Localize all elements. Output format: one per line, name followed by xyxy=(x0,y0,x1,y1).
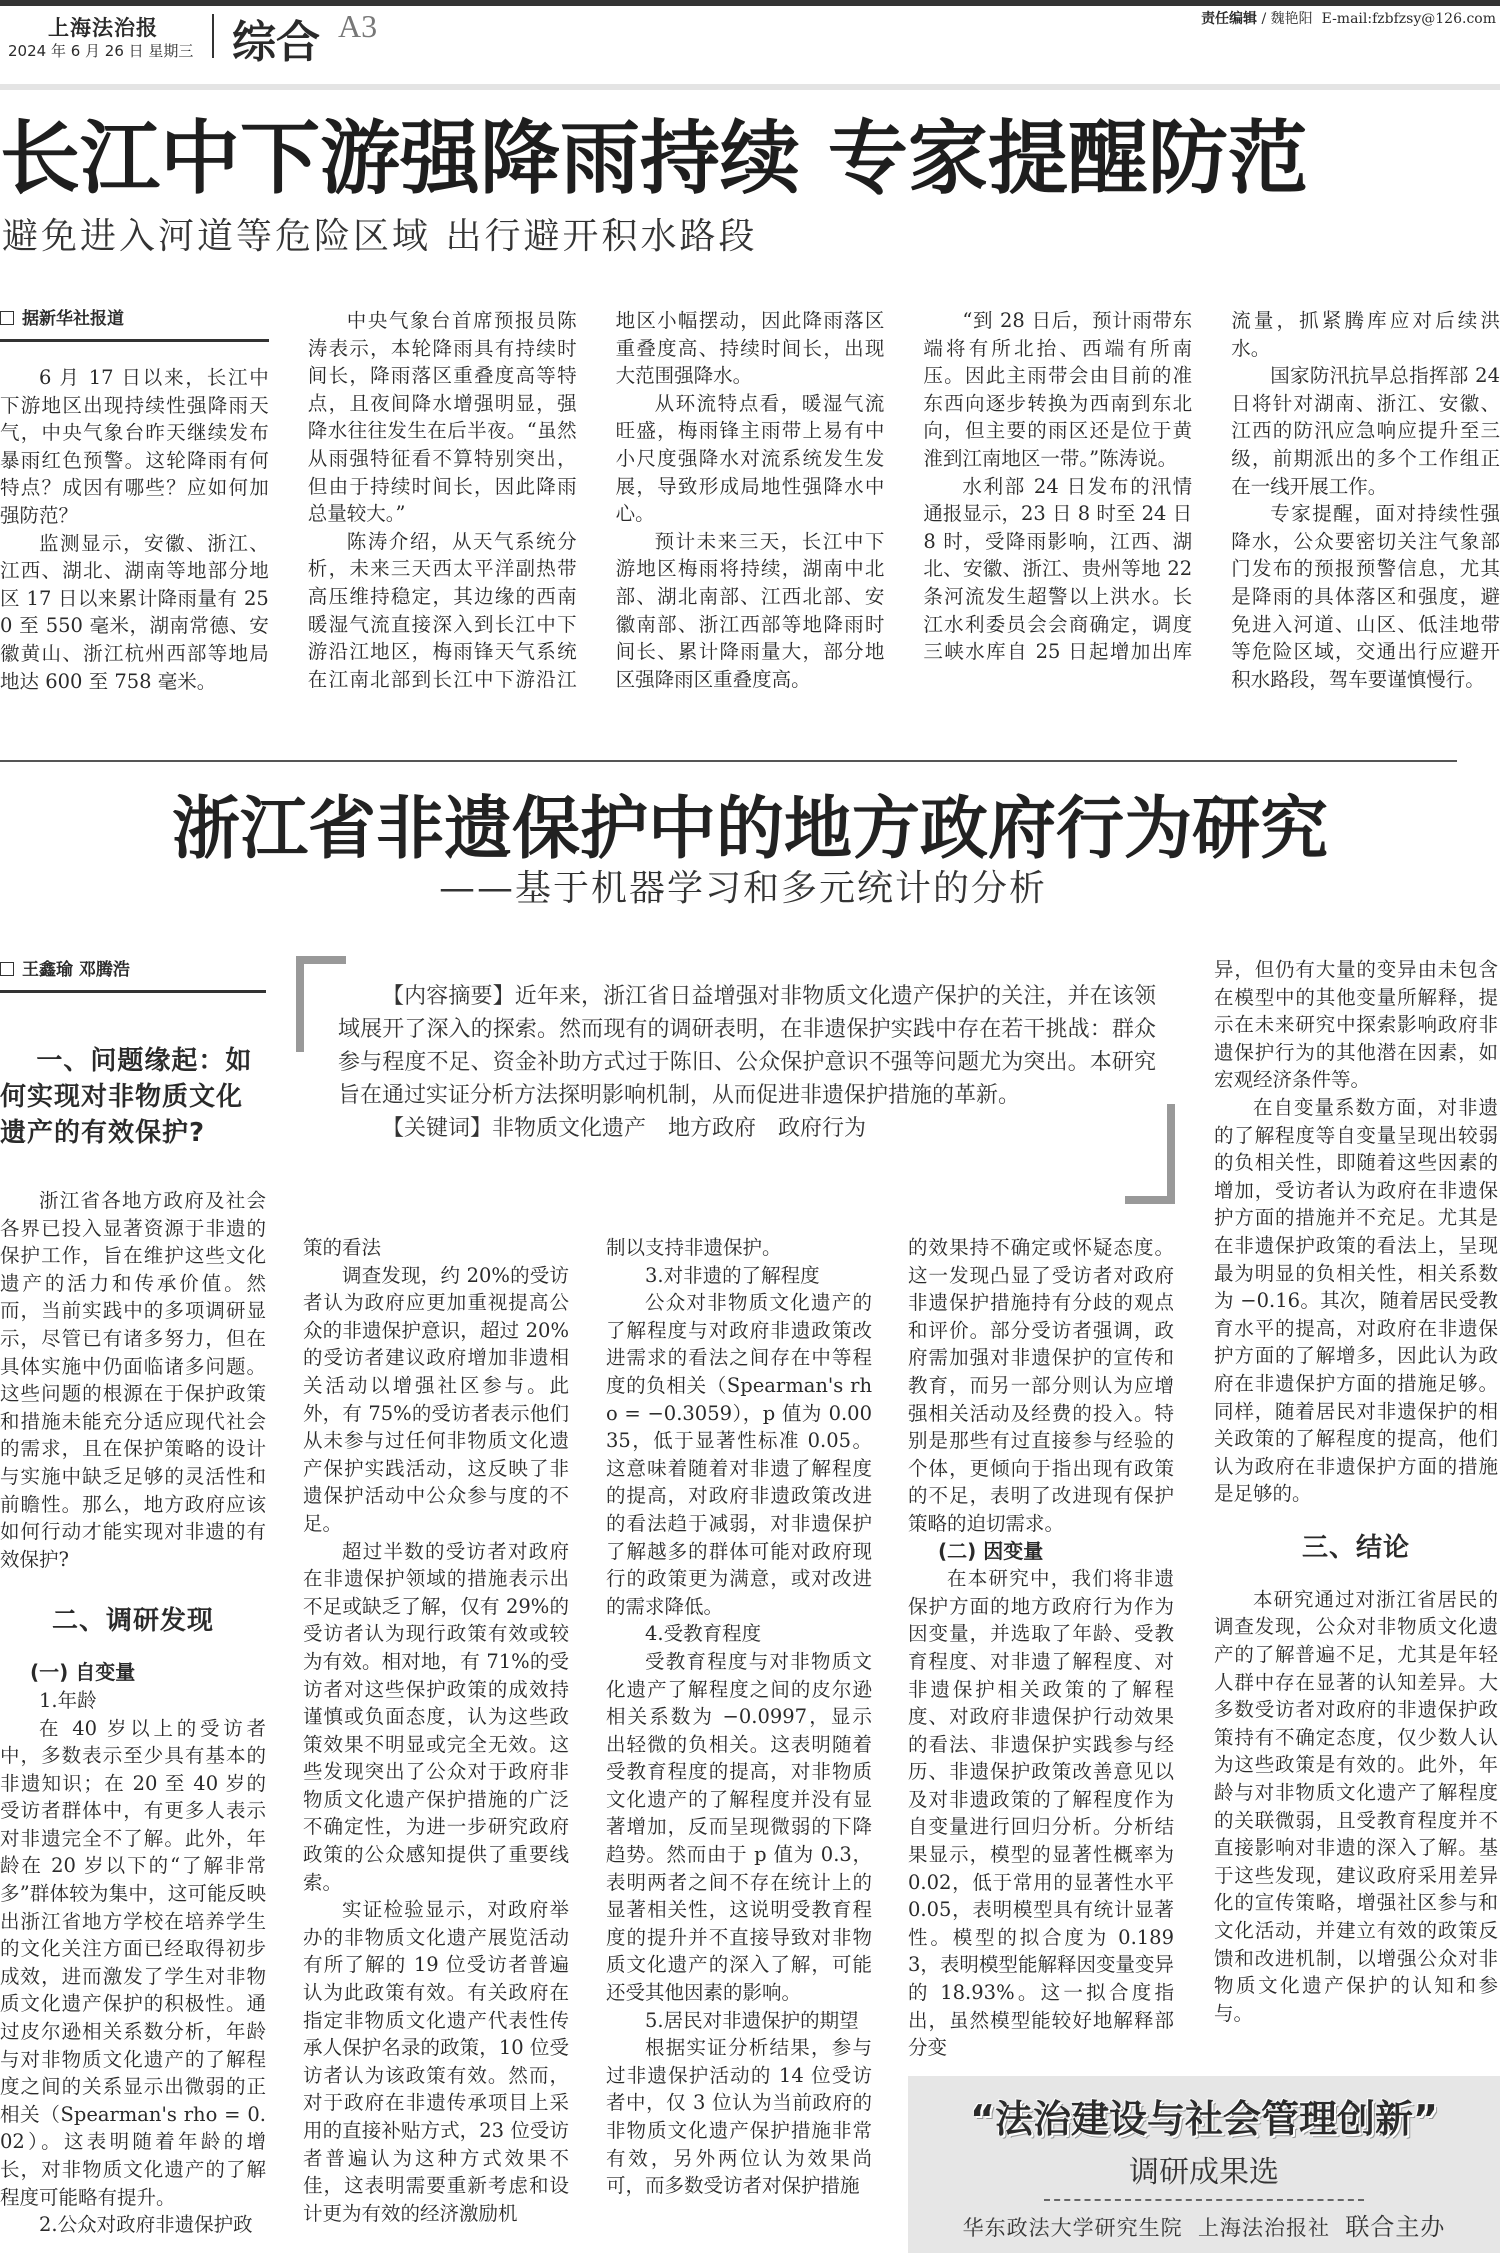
top-bar xyxy=(0,0,1500,6)
paragraph: 在本研究中，我们将非遗保护方面的地方政府行为作为因变量，并选取了年龄、受教育程度、对非遗了解程度、对非遗保护相关政策的了解程度、对政府非遗保护行动效果的看法、非遗保护实践参与经历、非遗保护政策改善意见以及对非遗政策的了解程度作为自变量进行回归分析。分析结果显示，模型的显著性概率为 0.02，低于常用的显著性水平 0.05，表明模型具有统计显著性。模型的拟合度为 0.1893，表明模型能解释因变量变异的 18.93%。这一拟合度指出，虽然模型能较好地解释部分变 xyxy=(908,1567,1174,2060)
editor-info xyxy=(1201,8,1496,28)
item-heading: 1.年龄 xyxy=(39,1688,97,1712)
bracket-top-left xyxy=(296,956,346,964)
item-heading: 3.对非遗的了解程度 xyxy=(645,1263,820,1287)
square-icon xyxy=(0,311,14,325)
paragraph: 监测显示，安徽、浙江、江西、湖北、湖南等地部分地区 17 日以来累计降雨量有 250 至 550 毫米，湖南常德、安徽黄山、浙江杭州西部等地局地达 600 至 758 毫米。 xyxy=(0,531,269,693)
paragraph: 实证检验显示，对政府举办的非物质文化遗产展览活动有所了解的 19 位受访者普遍认为此政策有效。有关政府在指定非物质文化遗产代表性传承人保护名录的政策，10 位受访者认为该政策有效。然而，对于政府在非遗传承项目上采用的直接补贴方式，23 位受访者普遍认为这种方式效果不佳，这表明需要重新考虑和设计更为有效的经济激励机 xyxy=(303,1898,569,2225)
editor-email: E-mail:fzbfzsy@126.com xyxy=(1321,11,1496,27)
article2-column-3 xyxy=(606,1234,872,2200)
paragraph: 本研究通过对浙江省居民的调查发现，公众对非物质文化遗产的了解普遍不足，尤其是年轻人群中存在显著的认知差异。大多数受访者对政府的非遗保护政策持有不确定态度，仅少数人认为这些政策是有效的。此外，年龄与对非物质文化遗产了解程度的关联微弱，且受教育程度并不直接影响对非遗的深入了解。基于这些发现，建议政府采用差异化的宣传策略，增强社区参与和文化活动，并建立有效的政策反馈和改进机制，以增强公众对非物质文化遗产保护的认知和参与。 xyxy=(1214,1587,1498,2025)
paragraph: 根据实证分析结果，参与过非遗保护活动的 14 位受访者中，仅 3 位认为当前政府的非物质文化遗产保护措施非常有效，另外两位认为效果尚可，而多数受访者对保护措施 xyxy=(606,2036,872,2198)
byline-text: 据新华社报道 xyxy=(22,309,124,329)
paragraph: 在 40 岁以上的受访者中，多数表示至少具有基本的非遗知识；在 20 至 40 岁的受访者群体中，有更多人表示对非遗完全不了解。此外，年龄在 20 岁以下的“了解非常多”群体较为集中，这可能反映出浙江省地方学校在培养学生的文化关注方面已经取得初步成效，进而激发了学生对非物质文化遗产保护的积极性。通过皮尔逊相关系数分析，年龄与对非物质文化遗产的了解程度之间的关系显示出微弱的正相关（Spearman's rho = 0.02）。这表明随着年龄的增长，对非物质文化遗产的了解程度可能略有提升。 xyxy=(0,1716,266,2209)
header-band xyxy=(0,84,1500,90)
paragraph: 在自变量系数方面，对非遗的了解程度等自变量呈现出较弱的负相关性，即随着这些因素的增加，受访者认为政府在非遗保护方面的措施并不充足。尤其是在非遗保护政策的看法上，呈现最为明显的负相关性，相关系数为 −0.16。其次，随着居民受教育水平的提高，对政府在非遗保护方面的了解增多，因此认为政府在非遗保护方面的措施足够。同样，随着居民对非遗保护的相关政策的了解程度的提高，他们认为政府在非遗保护方面的措施是足够的。 xyxy=(1214,1095,1498,1506)
abstract-body: 近年来，浙江省日益增强对非物质文化遗产保护的关注，并在该领域展开了深入的探索。然而现有的调研表明，在非遗保护实践中存在若干挑战：群众参与程度不足、资金补助方式过于陈旧、公众保护意识不强等问题尤为突出。本研究旨在通过实证分析方法探明影响机制，从而促进非遗保护措施的革新。 xyxy=(338,984,1156,1108)
editor-label: 责任编辑 xyxy=(1201,11,1258,27)
subheading-dependent-variable: (二) 因变量 xyxy=(938,1538,1044,1563)
paragraph: 浙江省各地方政府及社会各界已投入显著资源于非遗的保护工作，旨在维护这些文化遗产的活力和传承价值。然而，当前实践中的多项调研显示，尽管已有诸多努力，但在具体实施中仍面临诸多问题。这些问题的根源在于保护政策和措施未能充分适应现代社会的需求，且在保护策略的设计与实施中缺乏足够的灵活性和前瞻性。那么，地方政府应该如何行动才能实现对非遗的有效保护? xyxy=(0,1189,266,1571)
paragraph: 预计未来三天，长江中下游地区梅雨将持续，湖南中北部、湖北南部、江西北部、安徽南部、浙江西部等地降雨时间长、累计降雨量大，部分地区强降雨区重叠度高。 xyxy=(615,529,885,691)
article1-headline: 长江中下游强降雨持续 专家提醒防范 xyxy=(0,111,1308,205)
section-heading-1: 一、问题缘起：如何实现对非物质文化遗产的有效保护? xyxy=(0,1046,253,1148)
host-1: 华东政法大学研究生院 xyxy=(962,2216,1183,2240)
section-heading-2: 二、调研发现 xyxy=(51,1606,214,1637)
paragraph: 超过半数的受访者对政府在非遗保护领域的措施表示出不足或缺乏了解，仅有 29%的受访者认为现行政策有效或较为有效。相对地，有 71%的受访者对这些保护政策的成效持谨慎或负面态度，认为这些政策效果不明显或完全无效。这些发现突出了公众对于政府非物质文化遗产保护措施的广泛不确定性，为进一步研究政府政策的公众感知提供了重要线索。 xyxy=(303,1539,569,1894)
paragraph: 陈涛介绍，从天气系统分析，未来三天西太平洋副热带高压维持稳定，其边缘的西南暖湿气流直接深入到长江中下游沿江地区，梅雨锋天气系统在江南北部到长江中下游沿江地区小幅摆动，因此降雨落区重叠度高、持续时间长，出现大范围强降水。 xyxy=(307,309,885,691)
bracket-bottom-right xyxy=(1125,1196,1175,1204)
paragraph: 国家防汛抗旱总指挥部 24 日将针对湖南、浙江、安徽、江西的防汛应急响应提升至三级，前期派出的多个工作组正在一线开展工作。 xyxy=(1231,364,1500,498)
paragraph: 调查发现，约 20%的受访者认为政府应更加重视提高公众的非遗保护意识，超过 20%的受访者建议政府增加非遗相关活动以增强社区参与。此外，有 75%的受访者表示他们从未参与过任何非物质文化遗产保护实践活动，这反映了非遗保护活动中公众参与度的不足。 xyxy=(303,1263,569,1535)
article1-subheadline: 避免进入河道等危险区域 出行避开积水路段 xyxy=(2,216,758,257)
article2-headline: 浙江省非遗保护中的地方政府行为研究 xyxy=(171,789,1328,869)
bracket-top-left xyxy=(296,956,304,1052)
article2-byline xyxy=(0,958,266,993)
editor-name: / 魏艳阳 xyxy=(1261,11,1313,27)
bracket-bottom-right xyxy=(1167,1104,1175,1204)
paragraph-continued: 策的看法 xyxy=(303,1236,382,1259)
section-divider xyxy=(0,760,1457,762)
paragraph: 公众对非物质文化遗产的了解程度与对政府非遗政策改进需求的看法之间存在中等程度的负相关（Spearman's rho = −0.3059），p 值为 0.0035，低于显著性标准 0.05。这意味着随着对非遗了解程度的提高，对政府非遗政策改进的看法趋于减弱，对非遗保护了解越多的群体可能对政府现行的政策更为满意，或对改进的需求降低。 xyxy=(606,1291,872,1618)
article1-byline xyxy=(0,307,269,342)
keywords xyxy=(338,1112,1156,1145)
square-icon xyxy=(0,962,14,976)
paragraph: 6 月 17 日以来，长江中下游地区出现持续性强降雨天气，中央气象台昨天继续发布暴雨红色预警。这轮降雨有何特点？成因有哪些？应如何加强防范？ xyxy=(0,366,269,527)
newspaper-logo: 上海法治报 xyxy=(48,15,158,40)
abstract-label: 【内容摘要】 xyxy=(382,984,515,1009)
promo-title: “法治建设与社会管理创新” xyxy=(970,2097,1438,2141)
byline-text: 王鑫瑜 邓腾浩 xyxy=(22,960,130,980)
article2-subheadline: ——基于机器学习和多元统计的分析 xyxy=(438,868,1047,909)
series-promo-box xyxy=(908,2076,1500,2253)
paragraph: 从环流特点看，暖湿气流旺盛，梅雨锋主雨带上易有中小尺度强降水对流系统发生发展，导致形成局地性强降水中心。 xyxy=(615,391,885,526)
article2-column-2 xyxy=(303,1234,569,2227)
promo-dashed-divider xyxy=(1044,2199,1364,2201)
item-heading: 2.公众对政府非遗保护政 xyxy=(39,2213,253,2237)
paragraph: 受教育程度与对非物质文化遗产了解程度之间的皮尔逊相关系数为 −0.0997，显示出轻微的负相关。这表明随着受教育程度的提高，对非物质文化遗产的了解程度并没有显著增加，反而呈现微弱的下降趋势。然而由于 p 值为 0.3，表明两者之间不存在统计上的显著相关性，这说明受教育程度的提升并不直接导致对非物质文化遗产的深入了解，可能还受其他因素的影响。 xyxy=(606,1649,872,2005)
article2-column-4 xyxy=(908,1234,1174,2062)
subheading-independent-variables: (一) 自变量 xyxy=(30,1660,136,1685)
keywords-label: 【关键词】 xyxy=(382,1116,493,1141)
paragraph: 水利部 24 日发布的汛情通报显示，23 日 8 时至 24 日 8 时，受降雨影响，江西、湖北、安徽、浙江、贵州等地 22 条河流发生超警以上洪水。长江水利委员会会商确定，调度三峡水库自 25 日起增加出库流量，抓紧腾库应对后续洪水。 xyxy=(923,309,1500,664)
host-suffix: 联合主办 xyxy=(1345,2213,1446,2241)
host-2: 上海法治报社 xyxy=(1198,2216,1330,2240)
article1-body xyxy=(0,307,1500,695)
promo-subtitle: 调研成果选 xyxy=(1129,2155,1279,2190)
abstract-box xyxy=(296,956,1175,1204)
paragraph: “到 28 日后，预计雨带东端将有所北抬、西端有所南压。因此主雨带会由目前的准东西向逐步转换为西南到东北向，但主要的雨区还是位于黄淮到江南地区一带。”陈涛说。 xyxy=(923,309,1193,470)
article2-column-5 xyxy=(1214,956,1498,2027)
paragraph-continued: 的效果持不确定或怀疑态度。这一发现凸显了受访者对政府非遗保护措施持有分歧的观点和评价。部分受访者强调，政府需加强对非遗保护的宣传和教育，而另一部分则认为应增强相关活动及经费的投入。特别是那些有过直接参与经验的个体，更倾向于指出现有政策的不足，表明了改进现有保护策略的迫切需求。 xyxy=(908,1236,1174,1535)
masthead-divider xyxy=(212,14,214,58)
issue-date: 2024 年 6 月 26 日 星期三 xyxy=(8,42,194,60)
section-heading-3: 三、结论 xyxy=(1301,1532,1410,1563)
item-heading: 4.受教育程度 xyxy=(645,1622,762,1646)
abstract-text xyxy=(338,980,1156,1112)
section-name: 综合 xyxy=(232,17,320,68)
paragraph-continued: 异，但仍有大量的变异由未包含在模型中的其他变量所解释，提示在未来研究中探索影响政府非遗保护行为的其他潜在因素，如宏观经济条件等。 xyxy=(1214,958,1498,1092)
page-number: A3 xyxy=(338,8,378,44)
article2-column-1 xyxy=(0,958,266,2239)
paragraph-continued: 制以支持非遗保护。 xyxy=(606,1236,782,1259)
promo-hosts xyxy=(908,2207,1500,2242)
keywords-list: 非物质文化遗产 地方政府 政府行为 xyxy=(492,1116,867,1141)
paragraph: 专家提醒，面对持续性强降水，公众要密切关注气象部门发布的预报预警信息，尤其是降雨的具体落区和强度，避免进入河道、山区、低洼地带等危险区域，交通出行应避开积水路段，驾车要谨慎慢行。 xyxy=(1231,502,1500,691)
paragraph: 中央气象台首席预报员陈涛表示，本轮降雨具有持续时间长，降雨落区重叠度高等特点，且夜间降水增强明显，强降水往往发生在后半夜。“虽然从雨强特征看不算特别突出，但由于持续时间长，因此降雨总量较大。” xyxy=(307,309,577,526)
item-heading: 5.居民对非遗保护的期望 xyxy=(645,2008,859,2032)
